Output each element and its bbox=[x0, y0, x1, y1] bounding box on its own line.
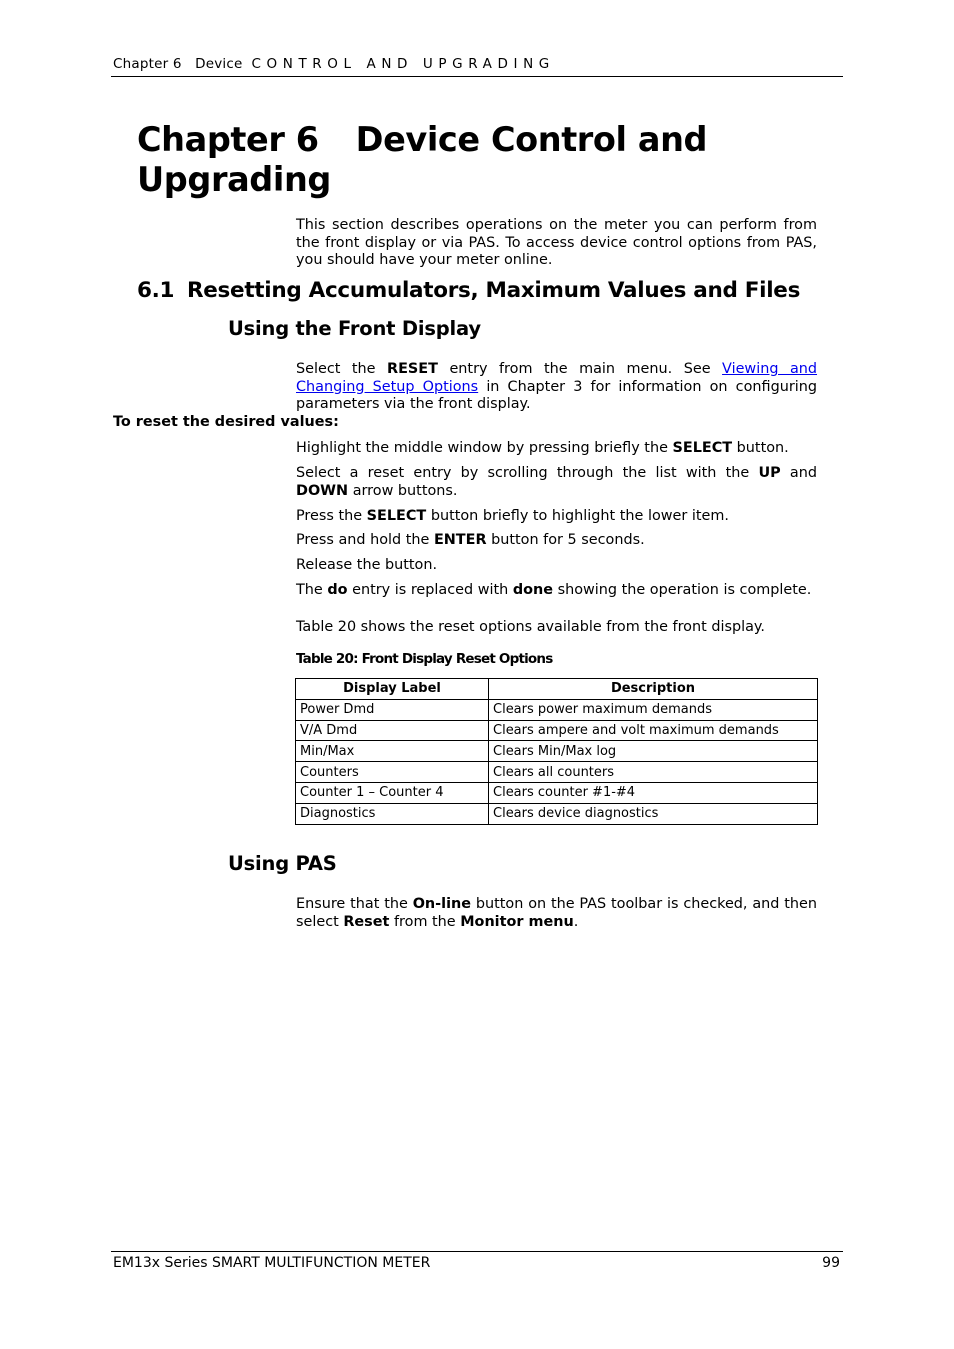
header-display-label: Display Label bbox=[296, 679, 489, 700]
step3-select-keyword: SELECT bbox=[366, 508, 427, 524]
cell-description: Clears ampere and volt maximum demands bbox=[489, 720, 818, 741]
front-display-heading: Using the Front Display bbox=[228, 317, 481, 340]
header-chapter: Chapter 6 bbox=[113, 56, 182, 72]
front-display-paragraph bbox=[296, 361, 817, 414]
pas-online-keyword: On-line bbox=[412, 896, 472, 912]
section-heading bbox=[137, 278, 800, 303]
step4-enter-keyword: ENTER bbox=[433, 532, 487, 548]
cell-display-label: Counters bbox=[296, 762, 489, 783]
table-header-row bbox=[296, 679, 818, 700]
footer-rule bbox=[111, 1251, 843, 1252]
pas-reset-keyword: Reset bbox=[343, 913, 390, 930]
fd-text-entry: entry from the main menu. See bbox=[449, 361, 711, 377]
table-row bbox=[296, 762, 818, 783]
cell-display-label: V/A Dmd bbox=[296, 720, 489, 741]
step2-text: Select a reset entry by scrolling through the list with the bbox=[296, 465, 750, 481]
step6-text-mid: entry is replaced with bbox=[352, 582, 509, 598]
fd-text-select: Select the bbox=[296, 361, 376, 377]
procedure-step-5: Release the button. bbox=[296, 557, 438, 573]
cell-description: Clears counter #1-#4 bbox=[489, 782, 818, 803]
fd-text-rest: in Chapter 3 for information on configuring parameters via the front display. bbox=[296, 378, 817, 412]
cell-display-label: Diagnostics bbox=[296, 803, 489, 824]
table-row bbox=[296, 699, 818, 720]
footer-product-name: EM13x Series SMART MULTIFUNCTION METER bbox=[113, 1255, 431, 1271]
step6-text: The bbox=[296, 582, 323, 598]
viewing-setup-options-link[interactable]: Viewing and Changing Setup Options bbox=[296, 361, 818, 395]
cell-display-label: Counter 1 – Counter 4 bbox=[296, 782, 489, 803]
reset-options-table bbox=[295, 678, 818, 825]
step6-done-keyword: done bbox=[512, 582, 554, 598]
step2-down-keyword: DOWN bbox=[296, 482, 349, 499]
chapter-title bbox=[137, 120, 777, 200]
cell-display-label: Min/Max bbox=[296, 741, 489, 762]
header-spaced-title: CONTROL AND UPGRADING bbox=[251, 56, 555, 72]
chapter-label: Chapter 6 bbox=[137, 120, 319, 159]
table-row bbox=[296, 803, 818, 824]
step1-text: Highlight the middle window by pressing briefly the bbox=[296, 440, 668, 456]
step2-and: and bbox=[789, 465, 817, 481]
step3-text: Press the bbox=[296, 508, 363, 524]
step3-text-end: button briefly to highlight the lower item. bbox=[430, 508, 729, 524]
header-section: Device bbox=[195, 56, 243, 72]
section-number: 6.1 bbox=[137, 278, 175, 303]
header-description: Description bbox=[489, 679, 818, 700]
step6-do-keyword: do bbox=[327, 582, 348, 598]
cell-description: Clears all counters bbox=[489, 762, 818, 783]
procedure-step-4 bbox=[296, 532, 817, 550]
cell-description: Clears Min/Max log bbox=[489, 741, 818, 762]
page-number: 99 bbox=[822, 1255, 840, 1271]
pas-text-e: from the bbox=[393, 913, 456, 930]
pas-heading: Using PAS bbox=[228, 852, 337, 875]
step2-text-end: arrow buttons. bbox=[352, 482, 458, 499]
fd-reset-keyword: RESET bbox=[387, 361, 438, 377]
header-rule bbox=[111, 76, 843, 77]
cell-description: Clears power maximum demands bbox=[489, 699, 818, 720]
step4-text: Press and hold the bbox=[296, 532, 430, 548]
pas-text-c: button on the PAS toolbar is checked, and then select bbox=[296, 896, 818, 930]
pas-monitor-menu-keyword: Monitor menu bbox=[460, 913, 574, 930]
step2-up-keyword: UP bbox=[758, 465, 781, 481]
step4-text-end: button for 5 seconds. bbox=[491, 532, 645, 548]
procedure-step-6 bbox=[296, 582, 817, 600]
intro-paragraph: This section describes operations on the meter you can perform from the front display or via PAS. To access device control options from PAS, you should have your meter online. bbox=[296, 217, 817, 268]
step1-select-keyword: SELECT bbox=[672, 440, 733, 456]
table-reference: Table 20 shows the reset options available from the front display. bbox=[296, 619, 765, 635]
procedure-title: To reset the desired values: bbox=[113, 414, 339, 430]
section-title: Resetting Accumulators, Maximum Values and Files bbox=[187, 278, 801, 303]
pas-text-a: Ensure that the bbox=[296, 896, 408, 912]
procedure-step-3 bbox=[296, 508, 817, 526]
table-row bbox=[296, 741, 818, 762]
cell-description: Clears device diagnostics bbox=[489, 803, 818, 824]
table-row bbox=[296, 782, 818, 803]
running-header bbox=[113, 56, 842, 72]
procedure-step-1 bbox=[296, 440, 817, 458]
step6-text-end: showing the operation is complete. bbox=[557, 582, 812, 598]
cell-display-label: Power Dmd bbox=[296, 699, 489, 720]
procedure-step-2 bbox=[296, 465, 817, 500]
pas-period: . bbox=[573, 913, 579, 930]
table-caption: Table 20: Front Display Reset Options bbox=[296, 651, 553, 667]
table-row bbox=[296, 720, 818, 741]
step1-text-end: button. bbox=[736, 440, 789, 456]
chapter-title-line1: Device Control and bbox=[355, 120, 708, 159]
pas-paragraph bbox=[296, 896, 817, 931]
chapter-title-line2: Upgrading bbox=[137, 160, 331, 199]
